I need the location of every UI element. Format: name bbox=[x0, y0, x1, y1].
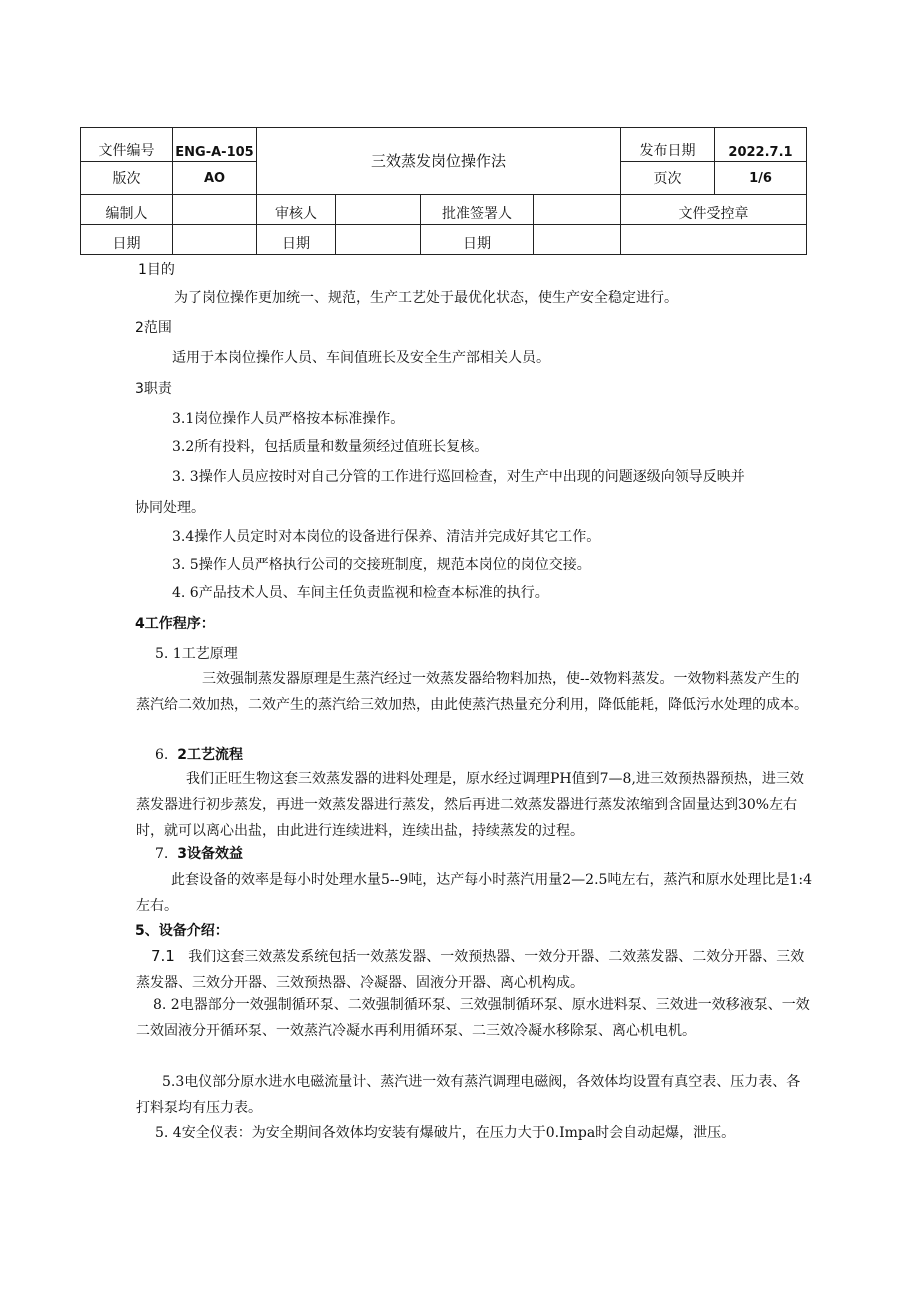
page-value: 1/6 bbox=[715, 162, 807, 195]
section-4-1-text: 三效强制蒸发器原理是生蒸汽经过一效蒸发器给物料加热，使--效物料蒸发。一效物料蒸发产生的蒸汽给二效加热，二效产生的蒸汽给三效加热，由此使蒸汽热量充分利用，降低能耗，降低污水处理的成本。 bbox=[136, 671, 808, 713]
section-3-5: 3. 5操作人员严格执行公司的交接班制度，规范本岗位的岗位交接。 bbox=[172, 557, 591, 573]
approver-label: 批准签署人 bbox=[421, 195, 534, 225]
file-number-label: 文件编号 bbox=[81, 128, 173, 162]
release-date-label: 发布日期 bbox=[621, 128, 715, 162]
section-2-title: 2范围 bbox=[135, 320, 172, 336]
reviewer-label: 审核人 bbox=[257, 195, 336, 225]
section-5-1 bbox=[136, 943, 812, 996]
section-3-3-line1: 3. 3操作人员应按时对自己分管的工作进行巡回检查，对生产中出现的问题逐级向领导反映并 bbox=[172, 469, 745, 485]
section-5-3: 5.3电仪部分原水进水电磁流量计、蒸汽进一效有蒸汽调理电磁阀，各效体均设置有真空表、压力表、各打料泵均有压力表。 bbox=[136, 1074, 801, 1116]
review-date-label: 日期 bbox=[257, 225, 336, 255]
section-4-3-text: 此套设备的效率是每小时处理水量5--9吨，达产每小时蒸汽用量2—2.5吨左右，蒸汽和原水处理比是1:4左右。 bbox=[136, 872, 812, 914]
reviewer-value bbox=[336, 195, 421, 225]
section-3-1: 3.1岗位操作人员严格按本标准操作。 bbox=[172, 411, 405, 427]
section-4-2-heading bbox=[155, 746, 243, 765]
section-3-3-line2: 协同处理。 bbox=[135, 500, 205, 516]
section-1-text: 为了岗位操作更加统一、规范，生产工艺处于最优化状态，使生产安全稳定进行。 bbox=[174, 290, 678, 306]
section-1-title: 1目的 bbox=[138, 262, 175, 278]
section-4-3-title: 3设备效益 bbox=[177, 846, 244, 862]
version-label: 版次 bbox=[81, 162, 173, 195]
release-date-value: 2022.7.1 bbox=[715, 128, 807, 162]
section-5-title: 5、设备介绍： bbox=[135, 923, 229, 939]
approver-value bbox=[534, 195, 621, 225]
compiler-value bbox=[173, 195, 257, 225]
section-4-1-title: 5. 1工艺原理 bbox=[155, 646, 238, 662]
compile-date-label: 日期 bbox=[81, 225, 173, 255]
compiler-label: 编制人 bbox=[81, 195, 173, 225]
section-2-text: 适用于本岗位操作人员、车间值班长及安全生产部相关人员。 bbox=[172, 350, 550, 366]
approve-date-value bbox=[534, 225, 621, 255]
section-5-4: 5. 4安全仪表：为安全期间各效体均安装有爆破片，在压力大于0.Impa时会自动起爆，泄压。 bbox=[155, 1125, 736, 1141]
section-3-6: 4. 6产品技术人员、车间主任负责监视和检查本标准的执行。 bbox=[172, 585, 549, 601]
section-5-1-number: 7.1 bbox=[151, 947, 175, 965]
section-5-2: 8. 2电器部分一效强制循环泵、二效强制循环泵、三效强制循环泵、原水进料泵、三效进一效移液泵、一效二效固液分开循环泵、一效蒸汽冷凝水再利用循环泵、二三效冷凝水移除泵、离心机电机。 bbox=[136, 997, 810, 1039]
control-stamp-area bbox=[621, 225, 807, 255]
section-5-1-text: 我们这套三效蒸发系统包括一效蒸发器、一效预热器、一效分开器、二效蒸发器、二效分开器、三效蒸发器、三效分开器、三效预热器、冷凝器、固液分开器、离心机构成。 bbox=[136, 949, 805, 991]
section-3-4: 3.4操作人员定时对本岗位的设备进行保养、清洁并完成好其它工作。 bbox=[172, 529, 601, 545]
section-4-2-number: 6. bbox=[155, 747, 169, 763]
section-4-3-heading bbox=[155, 845, 243, 864]
section-4-2-text: 我们正旺生物这套三效蒸发器的进料处理是，原水经过调理PH值到7—8,进三效预热器预热，进三效蒸发器进行初步蒸发，再进一效蒸发器进行蒸发，然后再进二效蒸发器进行蒸发浓缩到含固量达到30%左右时，就可以离心出盐，由此进行连续进料，连续出盐，持续蒸发的过程。 bbox=[136, 771, 804, 839]
file-number-value: ENG-A-105 bbox=[173, 128, 257, 162]
document-header-table bbox=[80, 127, 807, 255]
section-4-title: 4工作程序： bbox=[135, 616, 215, 632]
control-stamp-label: 文件受控章 bbox=[621, 195, 807, 225]
section-3-2: 3.2所有投料，包括质量和数量须经过值班长复核。 bbox=[172, 439, 489, 455]
compile-date-value bbox=[173, 225, 257, 255]
approve-date-label: 日期 bbox=[421, 225, 534, 255]
version-value: AO bbox=[173, 162, 257, 195]
section-3-title: 3职责 bbox=[135, 381, 172, 397]
document-title: 三效蒸发岗位操作法 bbox=[257, 128, 621, 195]
section-4-2-title: 2工艺流程 bbox=[177, 747, 244, 763]
section-4-3-number: 7. bbox=[155, 846, 169, 862]
review-date-value bbox=[336, 225, 421, 255]
page-label: 页次 bbox=[621, 162, 715, 195]
